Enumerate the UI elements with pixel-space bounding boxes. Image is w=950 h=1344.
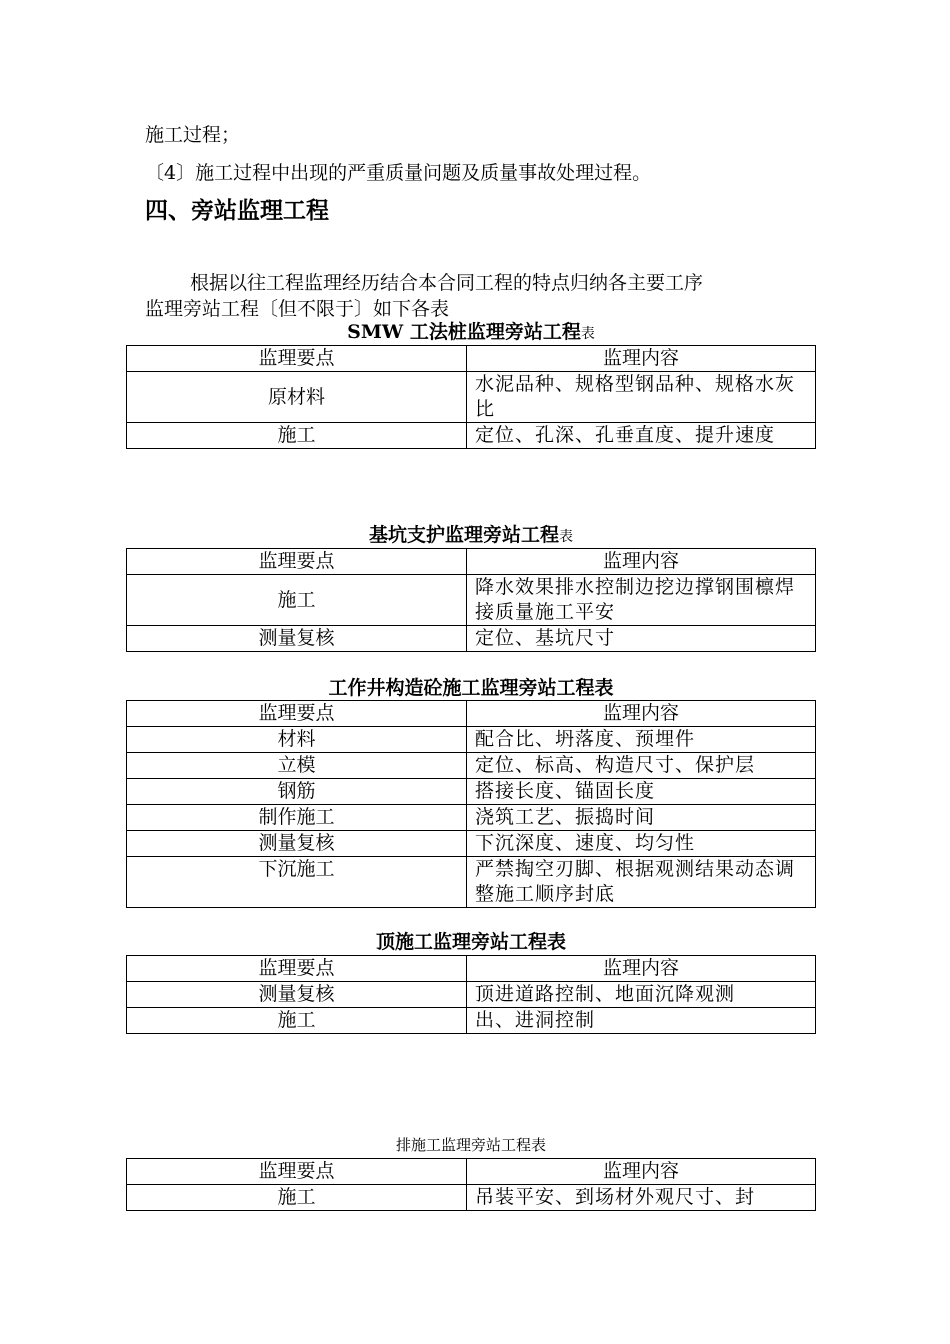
table-cell: 配合比、坍落度、预埋件: [467, 727, 816, 753]
table-4: [126, 955, 816, 1034]
table-cell: 定位、基坑尺寸: [467, 626, 816, 652]
table-header-cell: 监理要点: [127, 549, 467, 575]
table-row: [127, 753, 816, 779]
table-cell: 吊装平安、到场材外观尺寸、封: [467, 1185, 816, 1211]
table-cell: 浇筑工艺、振捣时间: [467, 805, 816, 831]
table-3-caption: 工作井构造砼施工监理旁站工程表: [328, 677, 614, 699]
table-row: [127, 727, 816, 753]
table-row: [127, 626, 816, 652]
table-row: [127, 1159, 816, 1185]
table-cell: 施工: [127, 423, 467, 449]
table-3: [126, 700, 816, 908]
table-4-caption: 顶施工监理旁站工程表: [375, 931, 566, 953]
table-row: [127, 779, 816, 805]
table-cell: 施工: [127, 575, 467, 626]
table-row: [127, 831, 816, 857]
table-cell: 原材料: [127, 372, 467, 423]
table-header-cell: 监理要点: [127, 346, 467, 372]
section-paragraph-line-2: 监理旁站工程〔但不限于〕如下各表: [145, 298, 450, 320]
table-row: [127, 805, 816, 831]
table-header-cell: 监理内容: [467, 956, 816, 982]
table-cell: 降水效果排水控制边挖边撑钢围檩焊接质量施工平安: [467, 575, 816, 626]
table-row: [127, 956, 816, 982]
table-row: [127, 982, 816, 1008]
table-row: [127, 1008, 816, 1034]
table-row: [127, 575, 816, 626]
table-header-cell: 监理内容: [467, 1159, 816, 1185]
table-cell: 施工: [127, 1008, 467, 1034]
section-paragraph-line-1: 根据以往工程监理经历结合本合同工程的特点归纳各主要工序: [190, 272, 704, 294]
table-5: [126, 1158, 816, 1211]
table-1: [126, 345, 816, 449]
table-cell: 材料: [127, 727, 467, 753]
table-header-cell: 监理要点: [127, 1159, 467, 1185]
table-cell: 施工: [127, 1185, 467, 1211]
table-row: [127, 372, 816, 423]
table-header-cell: 监理内容: [467, 346, 816, 372]
table-cell: 下沉施工: [127, 857, 467, 908]
table-header-cell: 监理要点: [127, 956, 467, 982]
table-cell: 测量复核: [127, 982, 467, 1008]
section-heading: 四、旁站监理工程: [145, 197, 329, 224]
table-2: [126, 548, 816, 652]
intro-line-2: 〔4〕施工过程中出现的严重质量问题及质量事故处理过程。: [145, 162, 652, 184]
table-2-title-suffix: 表: [559, 529, 573, 545]
table-header-cell: 监理内容: [467, 549, 816, 575]
table-cell: 严禁掏空刃脚、根据观测结果动态调整施工顺序封底: [467, 857, 816, 908]
table-cell: 下沉深度、速度、均匀性: [467, 831, 816, 857]
table-cell: 搭接长度、锚固长度: [467, 779, 816, 805]
table-cell: 制作施工: [127, 805, 467, 831]
table-cell: 出、进洞控制: [467, 1008, 816, 1034]
table-row: [127, 423, 816, 449]
table-row: [127, 857, 816, 908]
table-cell: 测量复核: [127, 831, 467, 857]
table-row: [127, 549, 816, 575]
table-cell: 定位、标高、构造尺寸、保护层: [467, 753, 816, 779]
table-1-caption: [126, 320, 816, 346]
table-1-title-suffix: 表: [580, 326, 595, 342]
table-2-title: 基坑支护监理旁站工程: [368, 524, 559, 546]
table-cell: 顶进道路控制、地面沉降观测: [467, 982, 816, 1008]
table-2-caption: [126, 523, 816, 549]
table-1-title: SMW 工法桩监理旁站工程: [347, 321, 581, 343]
table-header-cell: 监理内容: [467, 701, 816, 727]
table-cell: 测量复核: [127, 626, 467, 652]
table-5-caption: 排施工监理旁站工程表: [395, 1136, 546, 1154]
intro-line-1: 施工过程；: [145, 124, 241, 146]
table-cell: 水泥品种、规格型钢品种、规格水灰比: [467, 372, 816, 423]
table-cell: 立模: [127, 753, 467, 779]
table-row: [127, 701, 816, 727]
table-row: [127, 346, 816, 372]
table-cell: 定位、孔深、孔垂直度、提升速度: [467, 423, 816, 449]
table-cell: 钢筋: [127, 779, 467, 805]
table-header-cell: 监理要点: [127, 701, 467, 727]
table-row: [127, 1185, 816, 1211]
